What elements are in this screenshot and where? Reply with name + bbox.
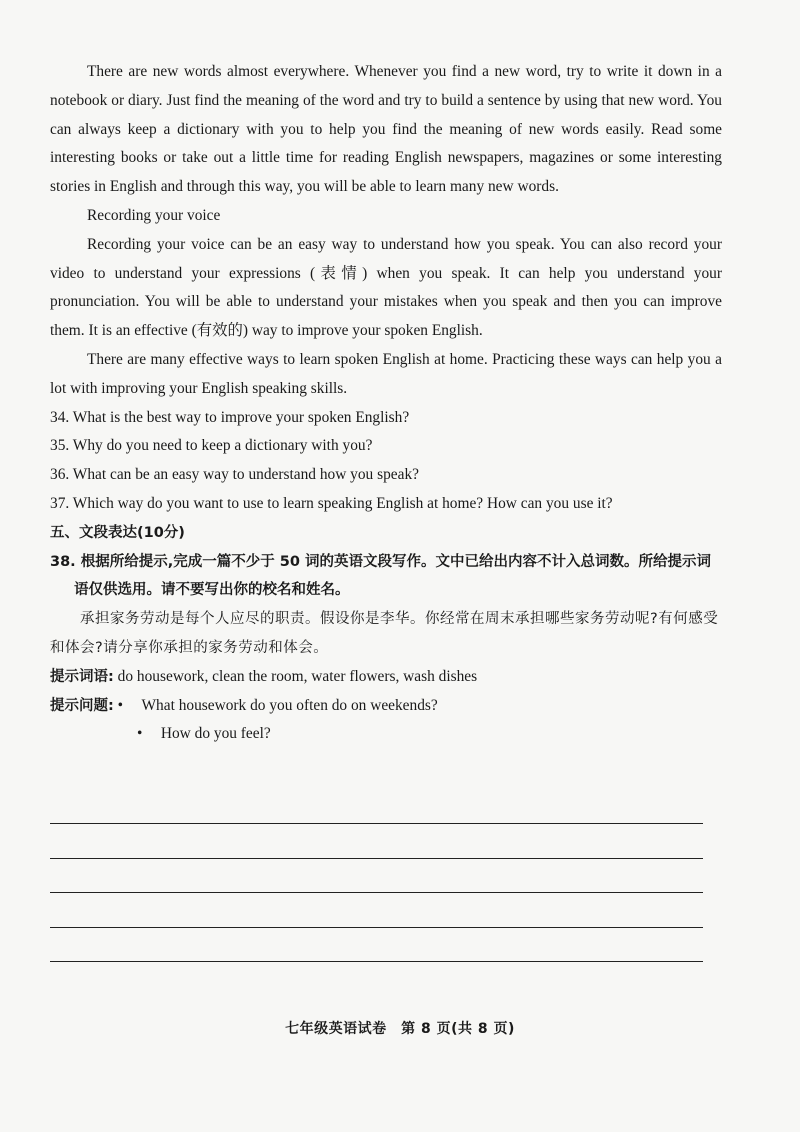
- task-prompt: 承担家务劳动是每个人应尽的职责。假设你是李华。你经常在周末承担哪些家务劳动呢?有何感受和体会?请分享你承担的家务劳动和体会。: [50, 611, 719, 656]
- content-block: [50, 58, 722, 749]
- hint-words-row: [50, 663, 722, 692]
- answer-line-3[interactable]: [50, 892, 703, 893]
- bullet-icon: •: [137, 725, 143, 743]
- hint-questions-label: 提示问题:: [50, 697, 114, 714]
- hint-words: do housework, clean the room, water flowers, wash dishes: [117, 667, 478, 685]
- hint-question-row-2: [50, 720, 722, 749]
- passage-paragraph-3: There are many effective ways to learn spoken English at home. Practicing these ways can help you a lot with improving your English speaking skills.: [50, 350, 722, 397]
- task-instruction: 38. 根据所给提示,完成一篇不少于 50 词的英语文段写作。文中已给出内容不计入总词数。所给提示词语仅供选用。请不要写出你的校名和姓名。: [50, 553, 712, 599]
- answer-line-2[interactable]: [50, 858, 703, 859]
- question-37: 37. Which way do you want to use to learn speaking English at home? How can you use it?: [50, 494, 613, 512]
- hint-question-2: How do you feel?: [160, 725, 271, 743]
- page-footer: 七年级英语试卷 第 8 页(共 8 页): [285, 1021, 515, 1037]
- question-35: 35. Why do you need to keep a dictionary with you?: [50, 437, 373, 455]
- answer-line-5[interactable]: [50, 961, 703, 962]
- answer-line-4[interactable]: [50, 927, 703, 928]
- passage-paragraph-1: There are new words almost everywhere. Whenever you find a new word, try to write it down in a notebook or diary. Just find the meaning of the word and try to build a sentence by using that new word. You can always keep a dictionary with you to help you find the meaning of new words easily. Read some interesting books or take out a little time for reading English newspapers, magazines or some interesting stories in English and through this way, you will be able to learn many new words.: [50, 63, 722, 196]
- passage-subheading: Recording your voice: [87, 206, 221, 224]
- hint-question-1: What housework do you often do on weekends?: [141, 696, 438, 714]
- hint-words-label: 提示词语:: [50, 668, 114, 685]
- bullet-icon: •: [117, 696, 124, 714]
- question-36: 36. What can be an easy way to understand how you speak?: [50, 466, 419, 484]
- question-34: 34. What is the best way to improve your spoken English?: [50, 408, 410, 426]
- hint-question-row-1: [50, 692, 722, 721]
- section-title: 五、文段表达(10分): [50, 524, 185, 541]
- answer-line-1[interactable]: [50, 823, 703, 824]
- passage-paragraph-2: Recording your voice can be an easy way to understand how you speak. You can also record your video to understand your expressions (表情) when you speak. It can help you understand your pronunciation. You will be able to understand your mistakes when you speak and then you can improve them. It is an effective (有效的) way to improve your spoken English.: [50, 235, 722, 340]
